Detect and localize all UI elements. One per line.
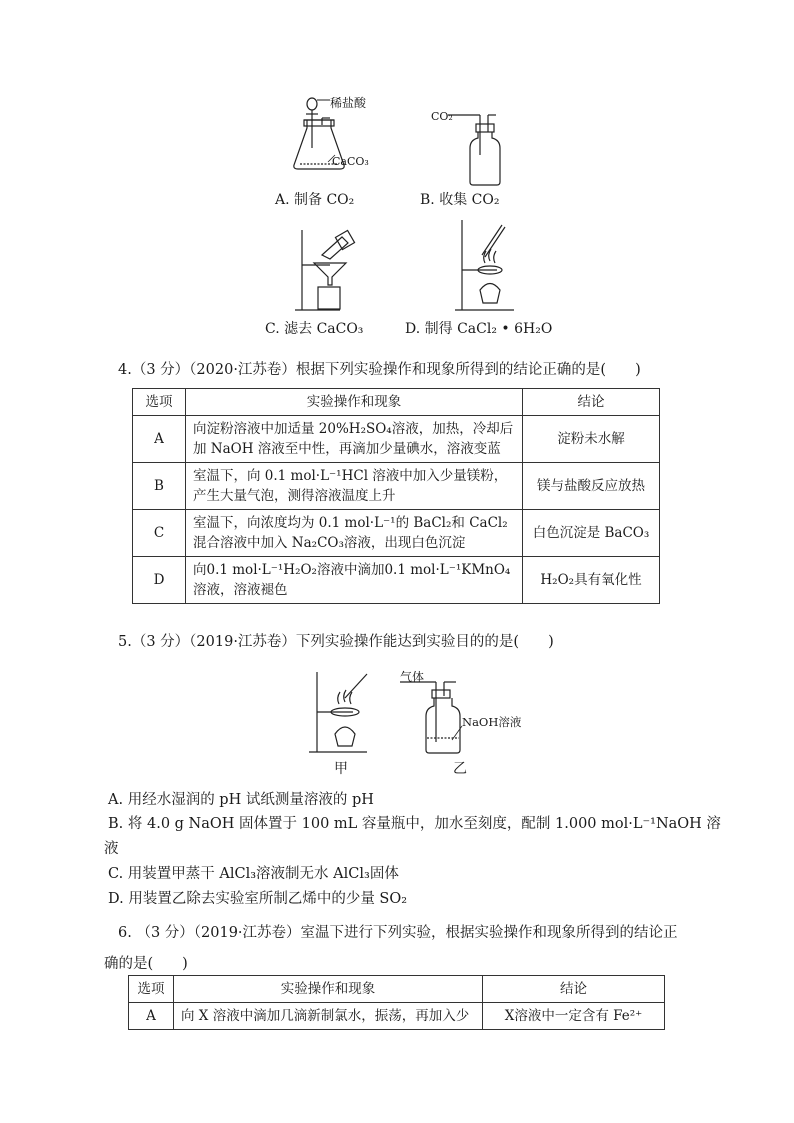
figure-d-evaporation bbox=[452, 215, 522, 315]
table-row bbox=[133, 416, 660, 463]
header-operation: 实验操作和现象 bbox=[186, 389, 523, 416]
q5-option-b-line2: 液 bbox=[104, 841, 119, 857]
q4-table bbox=[132, 388, 660, 604]
q5-option-a: A. 用经水湿润的 pH 试纸测量溶液的 pH bbox=[108, 792, 374, 808]
table-row bbox=[133, 557, 660, 604]
filtration-drawing bbox=[290, 225, 370, 315]
row-conclusion: 淀粉未水解 bbox=[523, 416, 660, 463]
row-conclusion: 镁与盐酸反应放热 bbox=[523, 463, 660, 510]
q4-header-row bbox=[133, 389, 660, 416]
question-6-title-line2: 确的是( ) bbox=[104, 956, 188, 972]
caption-b: B. 收集 CO₂ bbox=[420, 192, 500, 208]
row-operation: 室温下，向浓度均为 0.1 mol·L⁻¹的 BaCl₂和 CaCl₂混合溶液中加入 Na₂CO₃溶液，出现白色沉淀 bbox=[186, 510, 523, 557]
caption-d: D. 制得 CaCl₂ • 6H₂O bbox=[405, 321, 553, 337]
figure-c-filtration bbox=[290, 225, 370, 315]
label-jia: 甲 bbox=[334, 761, 348, 777]
table-row bbox=[133, 510, 660, 557]
row-conclusion: 白色沉淀是 BaCO₃ bbox=[523, 510, 660, 557]
row-operation: 向 X 溶液中滴加几滴新制氯水，振荡，再加入少 bbox=[174, 1003, 483, 1030]
row-operation: 向淀粉溶液中加适量 20%H₂SO₄溶液，加热，冷却后加 NaOH 溶液至中性，再滴加少量碘水，溶液变蓝 bbox=[186, 416, 523, 463]
row-operation: 室温下，向 0.1 mol·L⁻¹HCl 溶液中加入少量镁粉，产生大量气泡，测得溶液温度上升 bbox=[186, 463, 523, 510]
row-option: B bbox=[133, 463, 186, 510]
header-operation: 实验操作和现象 bbox=[174, 976, 483, 1003]
label-yi: 乙 bbox=[453, 761, 467, 777]
row-option: D bbox=[133, 557, 186, 604]
row-option: A bbox=[129, 1003, 174, 1030]
row-option: C bbox=[133, 510, 186, 557]
header-option: 选项 bbox=[129, 976, 174, 1003]
table-row bbox=[133, 463, 660, 510]
row-conclusion: H₂O₂具有氧化性 bbox=[523, 557, 660, 604]
row-option: A bbox=[133, 416, 186, 463]
header-conclusion: 结论 bbox=[483, 976, 665, 1003]
figure-jia-evaporation bbox=[305, 668, 385, 756]
row-operation: 向0.1 mol·L⁻¹H₂O₂溶液中滴加0.1 mol·L⁻¹KMnO₄溶液，溶液褪色 bbox=[186, 557, 523, 604]
evaporation-drawing bbox=[452, 215, 522, 315]
question-4-title: 4.（3 分）（2020·江苏卷）根据下列实验操作和现象所得到的结论正确的是( ) bbox=[118, 362, 641, 378]
caption-c: C. 滤去 CaCO₃ bbox=[265, 321, 364, 337]
header-option: 选项 bbox=[133, 389, 186, 416]
q6-header-row bbox=[129, 976, 665, 1003]
label-gas: 气体 bbox=[400, 670, 425, 684]
label-dilute-hcl: 稀盐酸 bbox=[330, 96, 367, 110]
table-row bbox=[129, 1003, 665, 1030]
q5-option-b-line1: B. 将 4.0 g NaOH 固体置于 100 mL 容量瓶中，加水至刻度，配制 1.000 mol·L⁻¹NaOH 溶 bbox=[108, 816, 721, 832]
label-naoh-solution: NaOH溶液 bbox=[462, 715, 522, 729]
header-conclusion: 结论 bbox=[523, 389, 660, 416]
question-5-title: 5.（3 分）（2019·江苏卷）下列实验操作能达到实验目的的是( ) bbox=[118, 634, 554, 650]
jia-drawing bbox=[305, 668, 385, 756]
label-co2-inlet: CO₂ bbox=[431, 110, 453, 123]
label-caco3: CaCO₃ bbox=[332, 155, 369, 168]
q5-option-d: D. 用装置乙除去实验室所制乙烯中的少量 SO₂ bbox=[108, 891, 408, 907]
q5-option-c: C. 用装置甲蒸干 AlCl₃溶液制无水 AlCl₃固体 bbox=[108, 866, 399, 882]
q6-table bbox=[128, 975, 665, 1030]
caption-a: A. 制备 CO₂ bbox=[275, 192, 355, 208]
question-6-title-line1: 6. （3 分）（2019·江苏卷）室温下进行下列实验，根据实验操作和现象所得到的结论正 bbox=[118, 925, 678, 941]
row-conclusion: X溶液中一定含有 Fe²⁺ bbox=[483, 1003, 665, 1030]
